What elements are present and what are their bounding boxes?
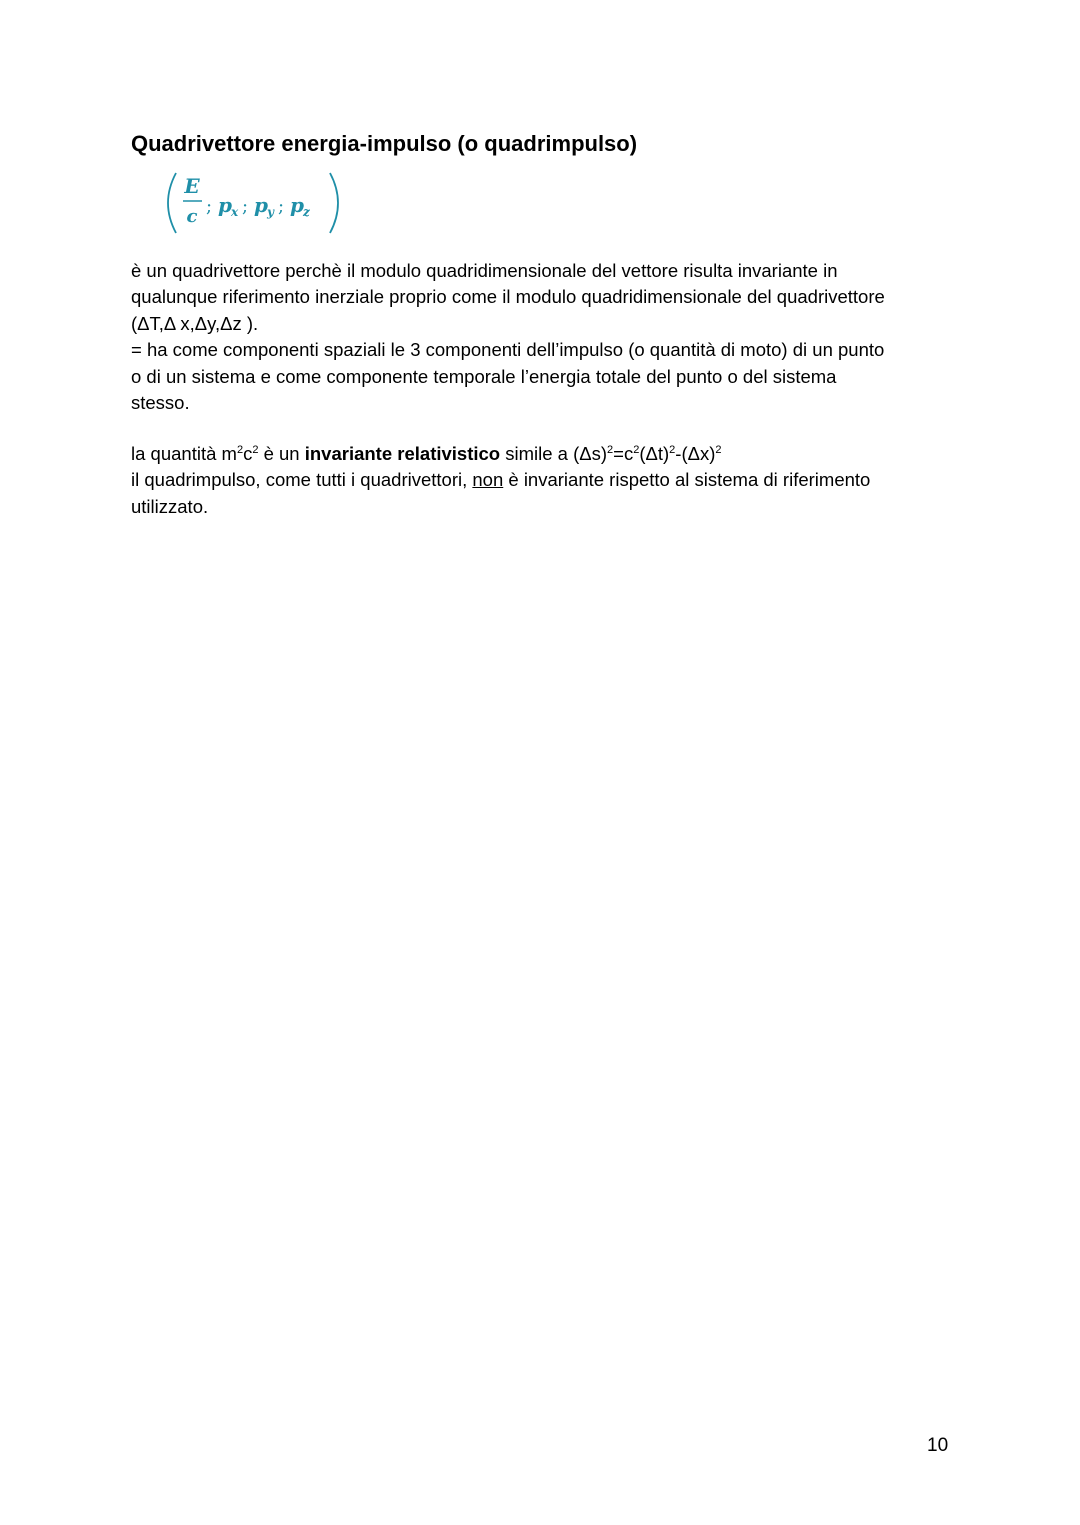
paragraph-description [131,258,961,416]
paragraph-line: = ha come componenti spaziali le 3 componenti dell’impulso (o quantità di moto) di un punto [131,339,885,361]
underlined-word: non [472,469,504,491]
text-run: -(Δx) [675,443,716,464]
py-subscript: y [267,205,274,219]
superscript: 2 [633,444,640,456]
formula-graphic [160,170,360,236]
text-run: è un [258,443,305,464]
fraction-numerator: E [184,174,200,198]
text-run: la quantità m [131,443,237,464]
paragraph-line: o di un sistema e come componente temporale l’energia totale del punto o del sistema [131,365,837,387]
separator-2: ; [242,196,249,217]
px-symbol: p [218,193,232,217]
section-heading: Quadrivettore energia-impulso (o quadrimpulso) [131,131,638,156]
paragraph-line: qualunque riferimento inerziale proprio come il modulo quadridimensionale del quadrivettore [131,286,885,308]
paragraph-line [131,441,961,467]
paragraph-line: (ΔT,Δ x,Δy,Δz ). [131,312,259,334]
bold-term: invariante relativistico [304,443,501,464]
paragraph-invariant [131,441,961,520]
superscript: 2 [236,444,244,456]
py-symbol: p [254,193,268,217]
px-subscript: x [231,205,239,219]
text-run: c [243,443,253,464]
separator-1: ; [206,196,213,217]
superscript: 2 [607,444,614,456]
text-run: il quadrimpulso, come tutti i quadrivettori, [131,469,473,491]
left-parenthesis [168,173,176,233]
superscript: 2 [715,444,722,456]
pz-symbol: p [290,193,304,217]
four-momentum-formula [160,170,360,236]
superscript: 2 [252,444,259,456]
paragraph-line [131,467,961,493]
paragraph-line: è un quadrivettore perchè il modulo quadridimensionale del vettore risulta invariante in [131,260,838,281]
fraction-denominator: c [186,206,198,227]
page-number: 10 [927,1435,949,1456]
text-run: è invariante rispetto al sistema di riferimento [503,469,871,491]
text-run: =c [613,443,634,464]
text-run: (Δt) [639,443,670,464]
text-run: simile a (Δs) [500,443,608,464]
separator-3: ; [278,196,285,217]
right-parenthesis [330,173,338,233]
paragraph-line: stesso. [131,392,190,414]
pz-subscript: z [303,205,310,219]
superscript: 2 [669,444,676,456]
paragraph-line: utilizzato. [131,495,209,517]
